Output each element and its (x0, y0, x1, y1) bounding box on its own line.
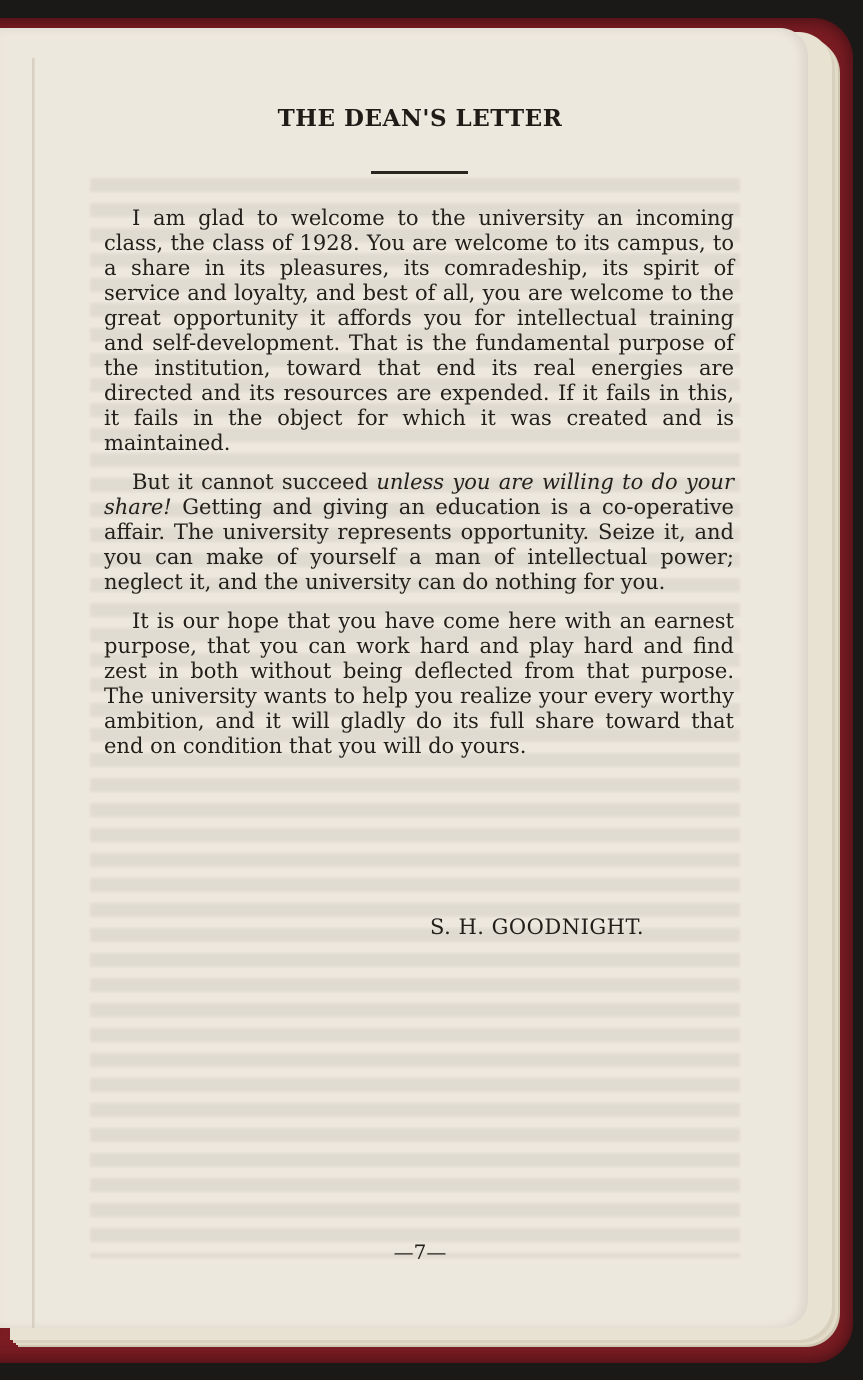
paragraph-text: I am glad to welcome to the university an incoming class, the class of 1928. You are welcome to its campus, to a share in its pleasures, its comradeship, its spirit of service and loyalty, and best of all, you are welcome to the great opportunity it affords you for intellectual training and self-development. That is the fundamental purpose of the institution, toward that end its real energies are directed and its resources are expended. If it fails in this, it fails in the object for which it was created and is maintained. (104, 206, 734, 455)
paragraph-text: It is our hope that you have come here with an earnest purpose, that you can work hard and play hard and find zest in both without being deflected from that purpose. The university wants to help you realize your every worthy ambition, and it will gladly do its full share toward that end on condition that you will do yours. (104, 609, 734, 758)
paragraph-text: Getting and giving an education is a co-operative affair. The university represents opportunity. Seize it, and you can make of yourself a man of intellectual power; neglect it, and the university can do nothing for you. (104, 495, 734, 594)
letter-body (104, 206, 734, 759)
paragraph-2 (104, 470, 734, 595)
paragraph-emphasis: unless you are willing to do your share! (104, 470, 734, 519)
page-title: THE DEAN'S LETTER (277, 105, 563, 132)
paragraph-3 (104, 609, 734, 759)
signature: S. H. GOODNIGHT. (430, 915, 645, 939)
paragraph-text: But it cannot succeed (132, 470, 377, 494)
paragraph-1 (104, 206, 734, 456)
page-number: —7— (393, 1240, 447, 1264)
page-gutter (32, 58, 35, 1328)
title-rule (371, 171, 468, 174)
